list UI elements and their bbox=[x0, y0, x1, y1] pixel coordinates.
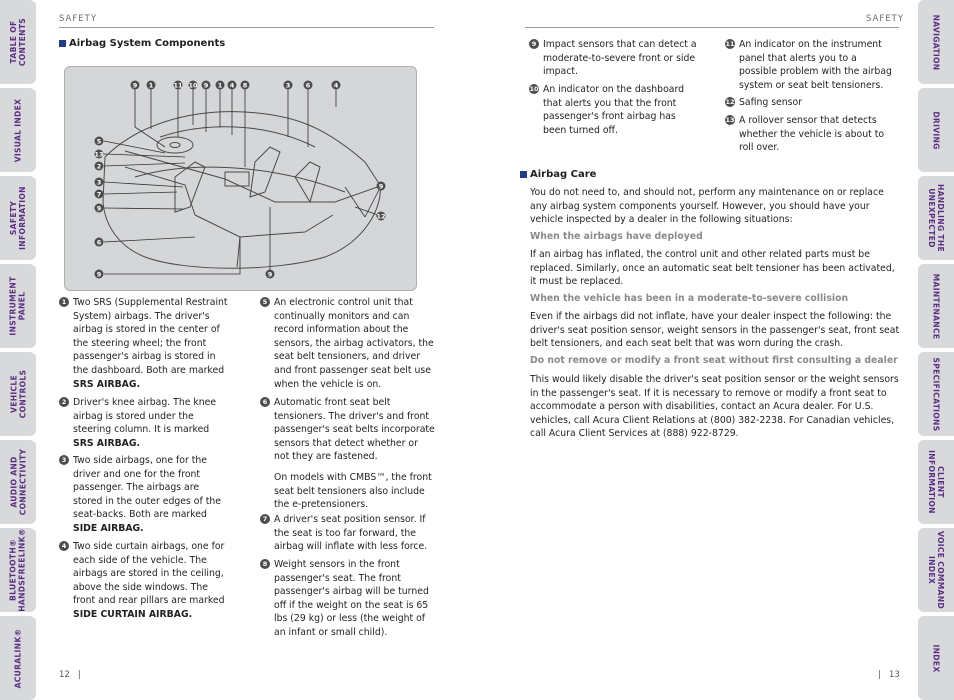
callout-left-3 bbox=[95, 162, 104, 171]
component-item-8: 8 Weight sensors in the front passenger's seat. The front passenger's airbag will be turned off if the weight on the seat is 65 lbs (29 kg) or less (the weight of an infant or small child). bbox=[260, 558, 436, 640]
subheading-do-not-remove-seat: Do not remove or modify a front seat without first consulting a dealer bbox=[530, 355, 898, 366]
vehicle-cutaway-illustration bbox=[65, 67, 416, 290]
callout-right-1 bbox=[377, 182, 386, 191]
svg-text:2: 2 bbox=[96, 162, 102, 171]
component-item-3: 3 Two side airbags, one for the driver and one for the front passenger. The airbags are stored in the outer edges of the seat-backs. Both are marked SIDE AIRBAG. bbox=[59, 454, 229, 536]
callout-left-8 bbox=[95, 270, 104, 279]
callout-top-5 bbox=[202, 81, 211, 90]
component-item-12: 12 Safing sensor bbox=[725, 97, 803, 108]
tab-handling-unexpected[interactable]: HANDLING THE UNEXPECTED bbox=[918, 176, 954, 260]
tab-maintenance[interactable]: MAINTENANCE bbox=[918, 264, 954, 348]
svg-text:3: 3 bbox=[96, 178, 102, 187]
component-item-13: 13 A rollover sensor that detects whether the vehicle is about to roll over. bbox=[725, 115, 885, 154]
callout-top-10 bbox=[304, 81, 313, 90]
callout-top-9 bbox=[284, 81, 293, 90]
item-number-badge: 9 bbox=[529, 39, 539, 49]
callout-left-7 bbox=[95, 238, 104, 247]
callout-top-11 bbox=[332, 81, 341, 90]
callout-left-2 bbox=[94, 150, 103, 159]
item-number-badge: 11 bbox=[725, 40, 735, 48]
svg-text:8: 8 bbox=[242, 81, 248, 90]
svg-text:1: 1 bbox=[148, 81, 154, 90]
subheading-airbags-deployed: When the airbags have deployed bbox=[530, 231, 703, 242]
svg-text:7: 7 bbox=[96, 190, 102, 199]
svg-text:9: 9 bbox=[96, 204, 102, 213]
svg-text:13: 13 bbox=[94, 150, 104, 159]
component-item-1: 1 Two SRS (Supplemental Restraint System) airbags. The driver's airbag is stored in the center of the steering wheel; the front passenger's airbag is stored in the dashboard. Both are marked SRS AIRBAG. bbox=[59, 296, 229, 391]
callout-left-5 bbox=[95, 190, 104, 199]
tab-client-information[interactable]: CLIENT INFORMATION bbox=[918, 440, 954, 524]
item-number-badge: 13 bbox=[725, 116, 735, 124]
component-item-2: 2 Driver's knee airbag. The knee airbag is stored under the steering column. It is marked SRS AIRBAG. bbox=[59, 396, 229, 450]
left-header-rule bbox=[59, 27, 434, 28]
item-number-badge: 12 bbox=[725, 98, 735, 106]
item-number-badge: 5 bbox=[260, 297, 270, 307]
svg-text:3: 3 bbox=[285, 81, 291, 90]
callout-top-1 bbox=[131, 81, 140, 90]
tab-bluetooth-handsfreelink[interactable]: BLUETOOTH® HANDSFREELINK® bbox=[0, 528, 36, 612]
tab-specifications[interactable]: SPECIFICATIONS bbox=[918, 352, 954, 436]
component-item-5: 5 An electronic control unit that continually monitors and can record information about the sensors, the airbag activators, the seat belt tensioners, and driver and front passenger seat belt use when the vehicle is on. bbox=[260, 296, 436, 391]
tab-acuralink[interactable]: ACURALINK® bbox=[0, 616, 36, 700]
svg-text:6: 6 bbox=[96, 238, 102, 247]
item-number-badge: 4 bbox=[59, 541, 69, 551]
item-number-badge: 10 bbox=[529, 85, 539, 93]
tab-table-of-contents[interactable]: TABLE OF CONTENTS bbox=[0, 0, 36, 84]
svg-text:4: 4 bbox=[333, 81, 339, 90]
tab-vehicle-controls[interactable]: VEHICLE CONTROLS bbox=[0, 352, 36, 436]
callout-top-2 bbox=[147, 81, 156, 90]
right-header-rule bbox=[525, 27, 899, 28]
component-item-6: 6 Automatic front seat belt tensioners. The driver's and front passenger's seat belts incorporate sensors that detect whether or not they are fastened. On models with CMBS™, the front seat belt tensioners also include the e-pretensioners. bbox=[260, 396, 436, 512]
cmbs-note: On models with CMBS™, the front seat belt tensioners also include the e-pretensioners. bbox=[274, 471, 432, 511]
component-item-10: 10 An indicator on the dashboard that alerts you that the front passenger's front airbag has been turned off. bbox=[529, 84, 685, 136]
item-number-badge: 6 bbox=[260, 397, 270, 407]
body-airbags-deployed: If an airbag has inflated, the control unit and other related parts must be replaced. Similarly, once an automatic seat belt tensioner has been activated, it must be replaced. bbox=[530, 249, 895, 288]
tab-voice-command-index[interactable]: VOICE COMMAND INDEX bbox=[918, 528, 954, 612]
svg-text:10: 10 bbox=[188, 81, 198, 90]
svg-text:9: 9 bbox=[267, 270, 273, 279]
item-number-badge: 1 bbox=[59, 297, 69, 307]
svg-text:9: 9 bbox=[378, 182, 384, 191]
item-number-badge: 8 bbox=[260, 559, 270, 569]
airbag-care-intro: You do not need to, and should not, perform any maintenance on or replace any airbag system components yourself. However, you should have your vehicle inspected by a dealer in the following situations: bbox=[530, 187, 884, 226]
right-page-number: | 13 bbox=[878, 670, 900, 680]
callout-bottom-1 bbox=[266, 270, 275, 279]
body-do-not-remove-seat: This would likely disable the driver's seat position sensor or the weight sensors in the passenger's seat. If it is necessary to remove or modify a front seat to accommodate a person with disabilities, contact an Acura dealer. For U.S. vehicles, call Acura Client Relations at (800) 382-2238. For Canadian vehicles, call Acura Client Services at (888) 922-8729. bbox=[530, 374, 899, 440]
svg-text:1: 1 bbox=[217, 81, 223, 90]
callout-top-3 bbox=[173, 81, 183, 90]
left-page-number: 12 | bbox=[59, 670, 81, 680]
tab-index[interactable]: INDEX bbox=[918, 616, 954, 700]
callout-left-6 bbox=[95, 204, 104, 213]
body-collision: Even if the airbags did not inflate, have your dealer inspect the following: the driver's seat position sensor, weight sensors in the passenger's seat, front seat belt tensioners, and each seat belt that was worn during the crash. bbox=[530, 311, 900, 350]
component-item-11: 11 An indicator on the instrument panel that alerts you to a possible problem with the airbag system or seat belt tensioners. bbox=[725, 39, 892, 91]
tab-navigation[interactable]: NAVIGATION bbox=[918, 0, 954, 84]
svg-text:9: 9 bbox=[203, 81, 209, 90]
svg-text:9: 9 bbox=[132, 81, 138, 90]
tab-instrument-panel[interactable]: INSTRUMENT PANEL bbox=[0, 264, 36, 348]
section-marker-icon bbox=[520, 171, 527, 178]
component-item-4: 4 Two side curtain airbags, one for each side of the vehicle. The airbags are stored in the ceiling, above the side windows. The front and rear pillars are marked SIDE CURTAIN AIRBAG. bbox=[59, 540, 229, 622]
item-number-badge: 3 bbox=[59, 455, 69, 465]
item-number-badge: 7 bbox=[260, 514, 270, 524]
svg-text:5: 5 bbox=[96, 137, 102, 146]
callout-top-6 bbox=[216, 81, 225, 90]
left-page-header: SAFETY bbox=[59, 14, 98, 24]
airbag-system-diagram bbox=[64, 66, 417, 291]
tab-driving[interactable]: DRIVING bbox=[918, 88, 954, 172]
callout-top-8 bbox=[241, 81, 250, 90]
svg-text:12: 12 bbox=[376, 212, 386, 221]
svg-text:9: 9 bbox=[96, 270, 102, 279]
right-page-header: SAFETY bbox=[866, 14, 905, 24]
svg-text:6: 6 bbox=[305, 81, 311, 90]
item-number-badge: 2 bbox=[59, 397, 69, 407]
component-item-9: 9 Impact sensors that can detect a moderate-to-severe front or side impact. bbox=[529, 38, 697, 79]
callout-top-7 bbox=[228, 81, 237, 90]
callout-left-4 bbox=[95, 178, 104, 187]
section-title-airbag-care: Airbag Care bbox=[520, 169, 596, 180]
svg-text:11: 11 bbox=[173, 81, 183, 90]
tab-safety-information[interactable]: SAFETY INFORMATION bbox=[0, 176, 36, 260]
svg-text:4: 4 bbox=[229, 81, 235, 90]
callout-right-2 bbox=[376, 212, 385, 221]
callout-left-1 bbox=[95, 137, 104, 146]
subheading-collision: When the vehicle has been in a moderate-to-severe collision bbox=[530, 293, 849, 304]
section-title-airbag-components: Airbag System Components bbox=[59, 38, 225, 49]
tab-audio-connectivity[interactable]: AUDIO AND CONNECTIVITY bbox=[0, 440, 36, 524]
component-item-7: 7 A driver's seat position sensor. If the seat is too far forward, the airbag will inflate with less force. bbox=[260, 513, 436, 554]
callout-top-4 bbox=[188, 81, 198, 90]
tab-visual-index[interactable]: VISUAL INDEX bbox=[0, 88, 36, 172]
section-marker-icon bbox=[59, 40, 66, 47]
